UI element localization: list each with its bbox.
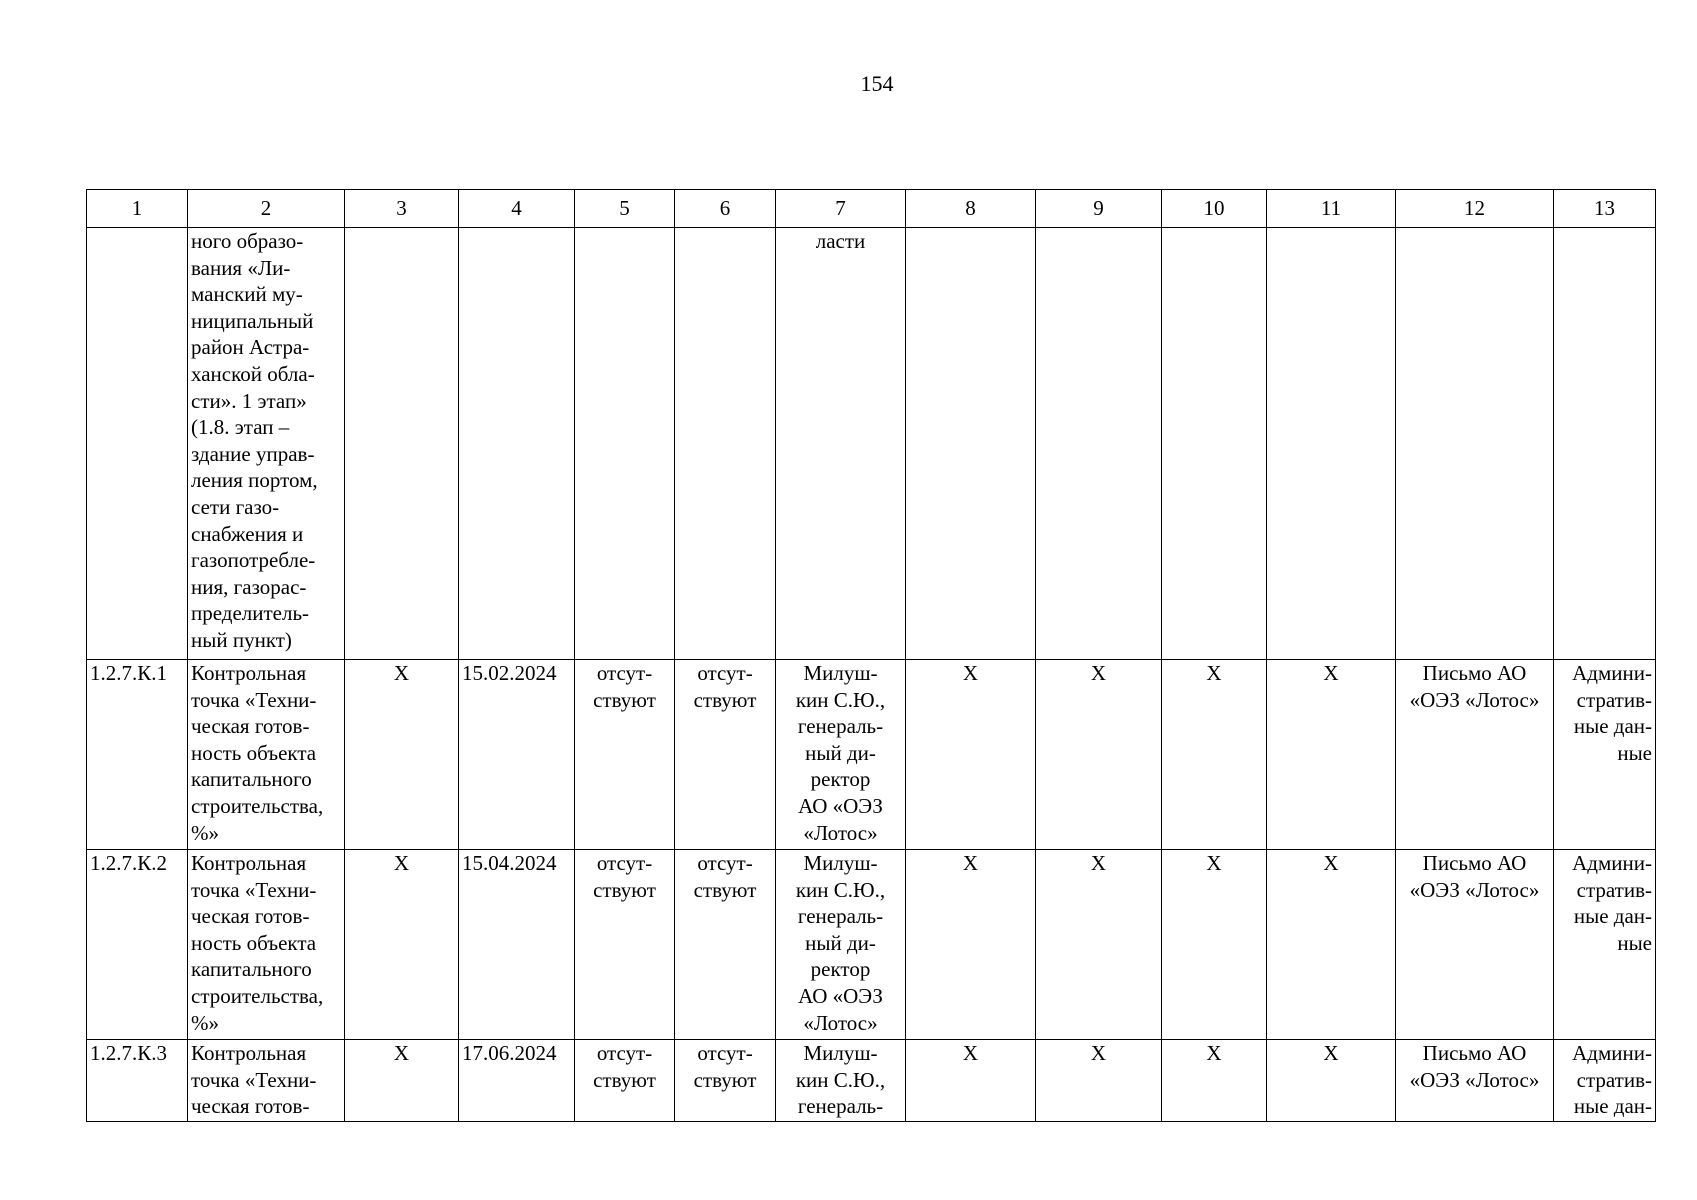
text-line: Контрольная bbox=[191, 851, 307, 875]
cell-id: 1.2.7.К.3 bbox=[87, 1040, 188, 1122]
text-line: ческая готов- bbox=[191, 1094, 310, 1119]
text-line: стратив- bbox=[1576, 877, 1652, 902]
cell-name bbox=[188, 228, 345, 660]
text-line: точка «Техни- bbox=[191, 687, 317, 712]
text-line: стратив- bbox=[1576, 687, 1652, 712]
text-line: снабжения и bbox=[191, 521, 304, 546]
cell-col8: Х bbox=[906, 850, 1036, 1040]
text-line: Письмо АО bbox=[1422, 851, 1527, 875]
data-table bbox=[86, 189, 1656, 1122]
text-line: отсут- bbox=[596, 851, 653, 875]
cell-name bbox=[188, 660, 345, 850]
text-line: газопотребле- bbox=[191, 548, 316, 573]
cell-col5 bbox=[575, 660, 675, 850]
text-line: отсут- bbox=[596, 661, 653, 685]
cell-col3: Х bbox=[345, 850, 459, 1040]
cell-col6 bbox=[675, 660, 776, 850]
column-header: 3 bbox=[345, 190, 459, 228]
table-row bbox=[87, 660, 1656, 850]
cell-col3: Х bbox=[345, 660, 459, 850]
cell-id: 1.2.7.К.2 bbox=[87, 850, 188, 1040]
text-line: точка «Техни- bbox=[191, 877, 317, 902]
cell-responsible bbox=[776, 850, 906, 1040]
text-line: пределитель- bbox=[191, 601, 310, 626]
text-line: капитального bbox=[191, 957, 312, 982]
text-line: сети газо- bbox=[191, 494, 280, 519]
text-line: генераль- bbox=[797, 714, 884, 739]
cell-col10: Х bbox=[1162, 660, 1267, 850]
text-line: ниципальный bbox=[191, 308, 314, 333]
text-line: ласти bbox=[815, 229, 866, 253]
text-line: Милуш- bbox=[803, 851, 878, 875]
column-header: 4 bbox=[459, 190, 575, 228]
cell-document bbox=[1396, 660, 1554, 850]
text-line: кин С.Ю., bbox=[795, 1067, 886, 1092]
text-line: здание управ- bbox=[191, 441, 315, 466]
text-line: ные дан- bbox=[1573, 714, 1652, 739]
text-line: ные дан- bbox=[1573, 904, 1652, 929]
table-row bbox=[87, 850, 1656, 1040]
text-line: «ОЭЗ «Лотос» bbox=[1409, 877, 1540, 902]
text-line: ния, газорас- bbox=[191, 574, 307, 599]
text-line: ный ди- bbox=[805, 930, 876, 955]
cell-responsible bbox=[776, 660, 906, 850]
text-line: (1.8. этап – bbox=[191, 415, 290, 440]
text-line: сти». 1 этап» bbox=[191, 388, 307, 413]
cell-date: 17.06.2024 bbox=[459, 1040, 575, 1122]
cell-col11: Х bbox=[1267, 850, 1396, 1040]
cell-document bbox=[1396, 1040, 1554, 1122]
text-line: ность объекта bbox=[191, 740, 317, 765]
cell-col10: Х bbox=[1162, 850, 1267, 1040]
text-line: Админи- bbox=[1572, 661, 1652, 685]
text-line: кин С.Ю., bbox=[795, 877, 886, 902]
cell-date: 15.04.2024 bbox=[459, 850, 575, 1040]
cell-col5 bbox=[575, 850, 675, 1040]
cell-col9: Х bbox=[1036, 660, 1162, 850]
cell-responsible bbox=[776, 1040, 906, 1122]
text-line: ческая готов- bbox=[191, 714, 310, 739]
cell-date: 15.02.2024 bbox=[459, 660, 575, 850]
table-row bbox=[87, 1040, 1656, 1122]
column-header: 12 bbox=[1396, 190, 1554, 228]
text-line: ханской обла- bbox=[191, 361, 315, 386]
text-line: отсут- bbox=[697, 661, 753, 685]
text-line: %» bbox=[191, 820, 219, 845]
text-line: «ОЭЗ «Лотос» bbox=[1409, 687, 1540, 712]
column-header: 13 bbox=[1554, 190, 1656, 228]
cell-document bbox=[1396, 850, 1554, 1040]
text-line: ческая готов- bbox=[191, 904, 310, 929]
cell-col8: Х bbox=[906, 660, 1036, 850]
text-line: ректор bbox=[810, 767, 871, 792]
column-header: 1 bbox=[87, 190, 188, 228]
text-line: точка «Техни- bbox=[191, 1067, 317, 1092]
column-header: 8 bbox=[906, 190, 1036, 228]
header-row bbox=[87, 190, 1656, 228]
cell-source bbox=[1554, 850, 1656, 1040]
cell-col5 bbox=[575, 1040, 675, 1122]
column-header: 5 bbox=[575, 190, 675, 228]
text-line: отсут- bbox=[697, 851, 753, 875]
cell-col6 bbox=[675, 1040, 776, 1122]
cell-col6 bbox=[675, 850, 776, 1040]
page-number: 154 bbox=[860, 71, 894, 96]
column-header: 6 bbox=[675, 190, 776, 228]
cell-source bbox=[1554, 660, 1656, 850]
text-line: %» bbox=[191, 1010, 219, 1035]
text-line: ствуют bbox=[693, 1067, 757, 1092]
cell-responsible bbox=[776, 228, 906, 660]
text-line: Милуш- bbox=[803, 661, 878, 685]
cell-col3: Х bbox=[345, 1040, 459, 1122]
text-line: АО «ОЭЗ bbox=[798, 793, 883, 818]
text-line: ные bbox=[1617, 740, 1652, 765]
text-line: стратив- bbox=[1576, 1067, 1652, 1092]
text-line: ствуют bbox=[693, 877, 757, 902]
text-line: манский му- bbox=[191, 282, 303, 307]
column-header: 2 bbox=[188, 190, 345, 228]
text-line: Контрольная bbox=[191, 1041, 307, 1065]
text-line: ность объекта bbox=[191, 930, 317, 955]
cell-col11: Х bbox=[1267, 660, 1396, 850]
text-line: Админи- bbox=[1572, 1041, 1652, 1065]
text-line: ствуют bbox=[593, 877, 656, 902]
cell-col11: Х bbox=[1267, 1040, 1396, 1122]
text-line: «Лотос» bbox=[803, 820, 878, 845]
cell-source bbox=[1554, 1040, 1656, 1122]
text-line: ные bbox=[1617, 930, 1652, 955]
text-line: «Лотос» bbox=[803, 1010, 878, 1035]
text-line: ректор bbox=[810, 957, 871, 982]
cell-col9: Х bbox=[1036, 1040, 1162, 1122]
text-line: ствуют bbox=[693, 687, 757, 712]
text-line: генераль- bbox=[797, 904, 884, 929]
text-line: ствуют bbox=[593, 1067, 656, 1092]
cell-id: 1.2.7.К.1 bbox=[87, 660, 188, 850]
text-line: Админи- bbox=[1572, 851, 1652, 875]
cell-name bbox=[188, 850, 345, 1040]
text-line: Письмо АО bbox=[1422, 1041, 1527, 1065]
text-line: «ОЭЗ «Лотос» bbox=[1409, 1067, 1540, 1092]
text-line: ные дан- bbox=[1573, 1094, 1652, 1119]
text-line: район Астра- bbox=[191, 335, 310, 360]
text-line: отсут- bbox=[596, 1041, 653, 1065]
text-line: строительства, bbox=[191, 983, 324, 1008]
cell-id bbox=[87, 228, 188, 660]
text-line: Контрольная bbox=[191, 661, 307, 685]
text-line: строительства, bbox=[191, 793, 324, 818]
text-line: АО «ОЭЗ bbox=[798, 983, 883, 1008]
cell-col8: Х bbox=[906, 1040, 1036, 1122]
text-line: генераль- bbox=[797, 1094, 884, 1119]
text-line: кин С.Ю., bbox=[795, 687, 886, 712]
text-line: вания «Ли- bbox=[191, 255, 291, 280]
cell-name bbox=[188, 1040, 345, 1122]
cell-col9: Х bbox=[1036, 850, 1162, 1040]
continuation-row bbox=[87, 228, 1656, 660]
text-line: капитального bbox=[191, 767, 312, 792]
cell-col10: Х bbox=[1162, 1040, 1267, 1122]
text-line: Милуш- bbox=[803, 1041, 878, 1065]
column-header: 7 bbox=[776, 190, 906, 228]
column-header: 9 bbox=[1036, 190, 1162, 228]
text-line: ный ди- bbox=[805, 740, 876, 765]
text-line: отсут- bbox=[697, 1041, 753, 1065]
column-header: 10 bbox=[1162, 190, 1267, 228]
text-line: ного образо- bbox=[191, 229, 304, 253]
text-line: ный пункт) bbox=[191, 627, 292, 652]
column-header: 11 bbox=[1267, 190, 1396, 228]
text-line: ления портом, bbox=[191, 468, 318, 493]
text-line: Письмо АО bbox=[1422, 661, 1527, 685]
text-line: ствуют bbox=[593, 687, 656, 712]
